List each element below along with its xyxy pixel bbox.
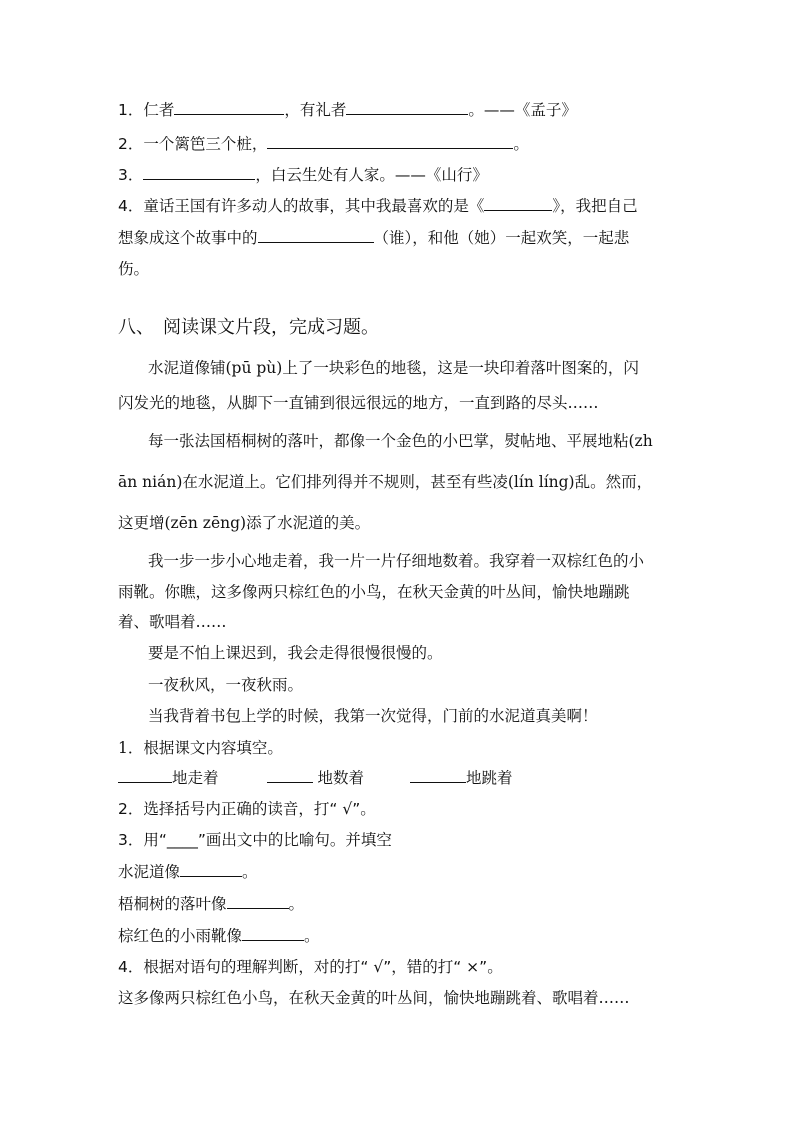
answer-blank[interactable] <box>174 100 284 115</box>
item-number: 3． <box>118 166 144 184</box>
question-4: 4．根据对语句的理解判断，对的打“ √”，错的打“ ×”。 <box>118 958 503 976</box>
answer-blank[interactable] <box>267 768 313 783</box>
text: 。 <box>288 895 305 913</box>
question-2: 2．选择括号内正确的读音，打“ √”。 <box>118 800 376 818</box>
text: 梧桐树的落叶像 <box>118 895 227 913</box>
item-number: 1． <box>118 101 144 119</box>
answer-blank[interactable] <box>346 100 468 115</box>
text: 棕红色的小雨靴像 <box>118 927 243 945</box>
text: 一个篱笆三个桩， <box>143 135 268 153</box>
text: （谁），和他（她）一起欢笑，一起悲 <box>373 229 630 247</box>
passage-line: 我一步一步小心地走着，我一片一片仔细地数着。我穿着一双棕红色的小 <box>148 552 645 570</box>
passage-line: 闪发光的地毯，从脚下一直铺到很远很远的地方，一直到路的尽头…… <box>118 394 599 412</box>
passage-line: 每一张法国梧桐树的落叶，都像一个金色的小巴掌，熨帖地、平展地粘(zh <box>148 432 653 450</box>
passage-line: 着、歌唱着…… <box>118 613 227 631</box>
passage-line: 当我背着书包上学的时候，我第一次觉得，门前的水泥道真美啊！ <box>148 707 598 725</box>
section-heading: 八、 阅读课文片段，完成习题。 <box>118 317 379 338</box>
text: 地走着 <box>172 769 219 787</box>
answer-blank[interactable] <box>410 768 466 783</box>
text: 。——《孟子》 <box>468 101 577 119</box>
question-4-sentence: 这多像两只棕红色小鸟，在秋天金黄的叶丛间，愉快地蹦跳着、歌唱着…… <box>118 989 630 1007</box>
question-3b <box>118 894 304 914</box>
fill-item-4-line3: 伤。 <box>118 260 150 278</box>
passage-line: 雨靴。你瞧，这多像两只棕红色的小鸟，在秋天金黄的叶丛间，愉快地蹦跳 <box>118 583 630 601</box>
text: 。 <box>242 863 258 881</box>
fill-item-2 <box>118 134 529 154</box>
text: 想象成这个故事中的 <box>118 229 258 247</box>
fill-item-1 <box>118 100 577 120</box>
text: 4．童话王国有许多动人的故事，其中我最喜欢的是《 <box>118 197 485 215</box>
passage-line: 要是不怕上课迟到，我会走得很慢很慢的。 <box>148 644 443 662</box>
answer-blank[interactable] <box>227 894 289 909</box>
question-3: 3．用“____”画出文中的比喻句。并填空 <box>118 831 392 849</box>
text: 。 <box>513 135 529 153</box>
passage-line: 一夜秋风，一夜秋雨。 <box>148 676 304 694</box>
text: 地跳着 <box>465 769 513 787</box>
question-3c <box>118 926 320 946</box>
answer-blank[interactable] <box>180 862 242 877</box>
text: 水泥道像 <box>118 863 181 881</box>
text: 》，我把自己 <box>552 197 638 215</box>
answer-blank[interactable] <box>242 926 304 941</box>
text: ，有礼者 <box>284 101 347 119</box>
passage-line: ān nián)在水泥道上。它们排列得并不规则，甚至有些凌(lín líng)乱。然而， <box>118 473 653 491</box>
answer-blank[interactable] <box>143 165 255 180</box>
answer-blank[interactable] <box>118 768 172 783</box>
fill-item-4-line1 <box>118 196 638 216</box>
passage-line: 水泥道像铺(pū pù)上了一块彩色的地毯，这是一块印着落叶图案的，闪 <box>148 359 639 377</box>
answer-blank[interactable] <box>258 228 374 243</box>
text: 。 <box>304 927 320 945</box>
answer-blank[interactable] <box>267 134 513 149</box>
fill-item-3 <box>118 165 488 185</box>
text: 仁者 <box>143 101 175 119</box>
question-1-blanks <box>118 768 512 788</box>
question-3a <box>118 862 258 882</box>
fill-item-4-line2 <box>118 228 629 248</box>
passage-line: 这更增(zēn zēng)添了水泥道的美。 <box>118 514 371 532</box>
text: ，白云生处有人家。——《山行》 <box>255 166 488 184</box>
question-1: 1．根据课文内容填空。 <box>118 739 283 757</box>
item-number: 2． <box>118 135 144 153</box>
text: 地数着 <box>312 769 364 787</box>
answer-blank[interactable] <box>484 196 552 211</box>
